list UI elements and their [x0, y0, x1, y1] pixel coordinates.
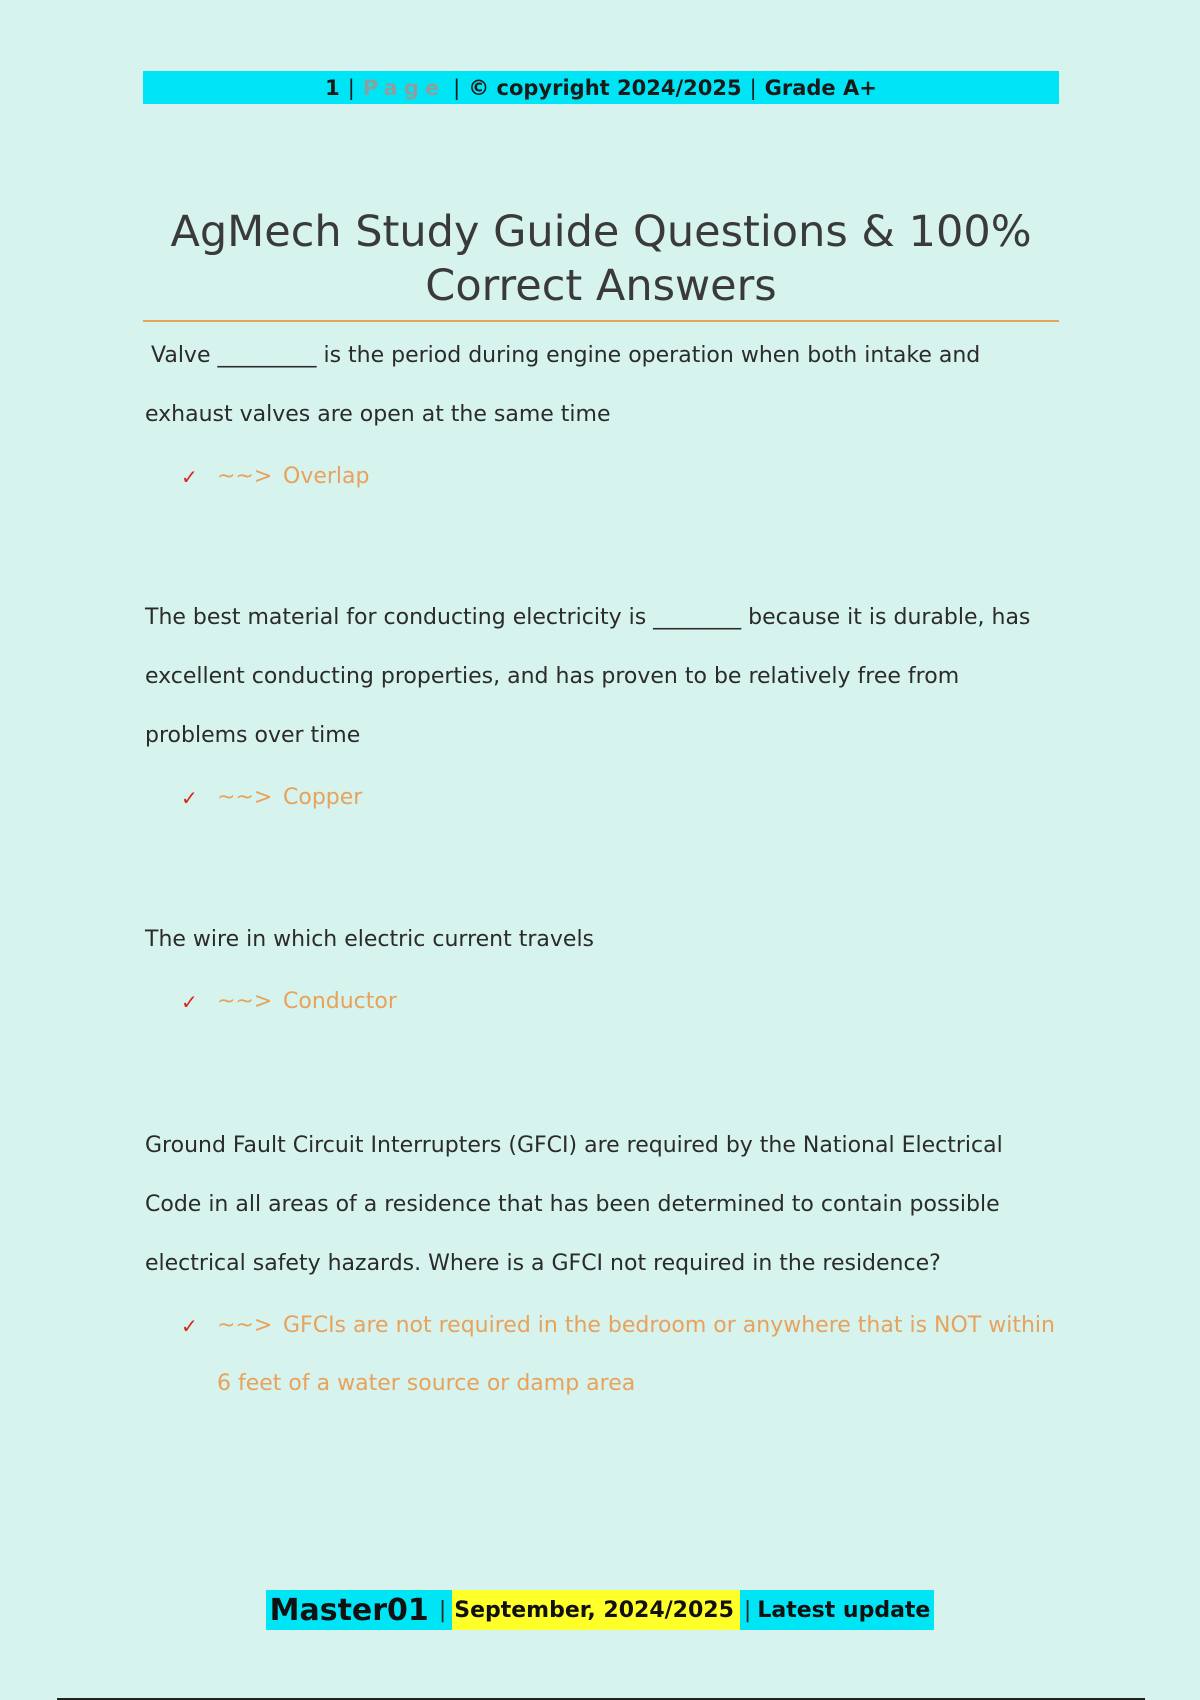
answer-row: [181, 1297, 1055, 1413]
grade-text: Grade A+: [764, 75, 877, 100]
answer-row: [181, 769, 1055, 827]
check-icon: ✓: [181, 990, 198, 1014]
check-icon: ✓: [181, 1314, 198, 1338]
answer-text: Copper: [283, 785, 363, 810]
arrow-icon: ~~>: [217, 785, 273, 810]
question-text: The wire in which electric current travels: [145, 927, 595, 952]
qa-item: [145, 588, 1055, 827]
arrow-icon: ~~>: [217, 1313, 273, 1338]
header-separator: |: [749, 75, 757, 100]
page-number: 1: [325, 75, 340, 100]
page-footer: [0, 1590, 1200, 1630]
copyright-text: © copyright 2024/2025: [468, 75, 742, 100]
title-underline: [143, 320, 1059, 322]
arrow-icon: ~~>: [217, 464, 273, 489]
arrow-icon: ~~>: [217, 989, 273, 1014]
footer-date: September, 2024/2025: [452, 1590, 740, 1630]
check-icon: ✓: [181, 786, 198, 810]
footer-update-label: Latest update: [755, 1590, 934, 1630]
qa-item: [145, 1116, 1055, 1413]
footer-brand: Master01: [266, 1590, 433, 1630]
question-text: Valve _________ is the period during engine operation when both intake and exhaust valves are open at the same time: [145, 343, 981, 427]
header-separator: |: [453, 75, 461, 100]
page-header: [143, 71, 1059, 104]
document-title: AgMech Study Guide Questions & 100% Correct Answers: [170, 207, 1032, 311]
answer-body: [217, 1297, 1055, 1413]
qa-item: [145, 910, 1055, 1031]
answer-text: Conductor: [283, 989, 397, 1014]
header-separator: |: [347, 75, 355, 100]
page-label: Page: [362, 75, 446, 100]
footer-separator: |: [740, 1590, 755, 1630]
qa-item: [145, 326, 1055, 506]
answer-text: Overlap: [283, 464, 370, 489]
question-text: The best material for conducting electricity is ________ because it is durable, has excellent conducting properties, and has proven to be relatively free from problems over time: [145, 605, 1031, 748]
check-icon: ✓: [181, 465, 198, 489]
footer-separator: |: [433, 1590, 452, 1630]
answer-row: [181, 448, 1055, 506]
answer-text: GFCIs are not required in the bedroom or anywhere that is NOT within 6 feet of a water source or damp area: [217, 1313, 1055, 1396]
answer-row: [181, 973, 1055, 1031]
question-text: Ground Fault Circuit Interrupters (GFCI) are required by the National Electrical Code in all areas of a residence that has been determined to contain possible electrical safety hazards. Where is a GFCI not required in the residence?: [145, 1133, 1003, 1276]
